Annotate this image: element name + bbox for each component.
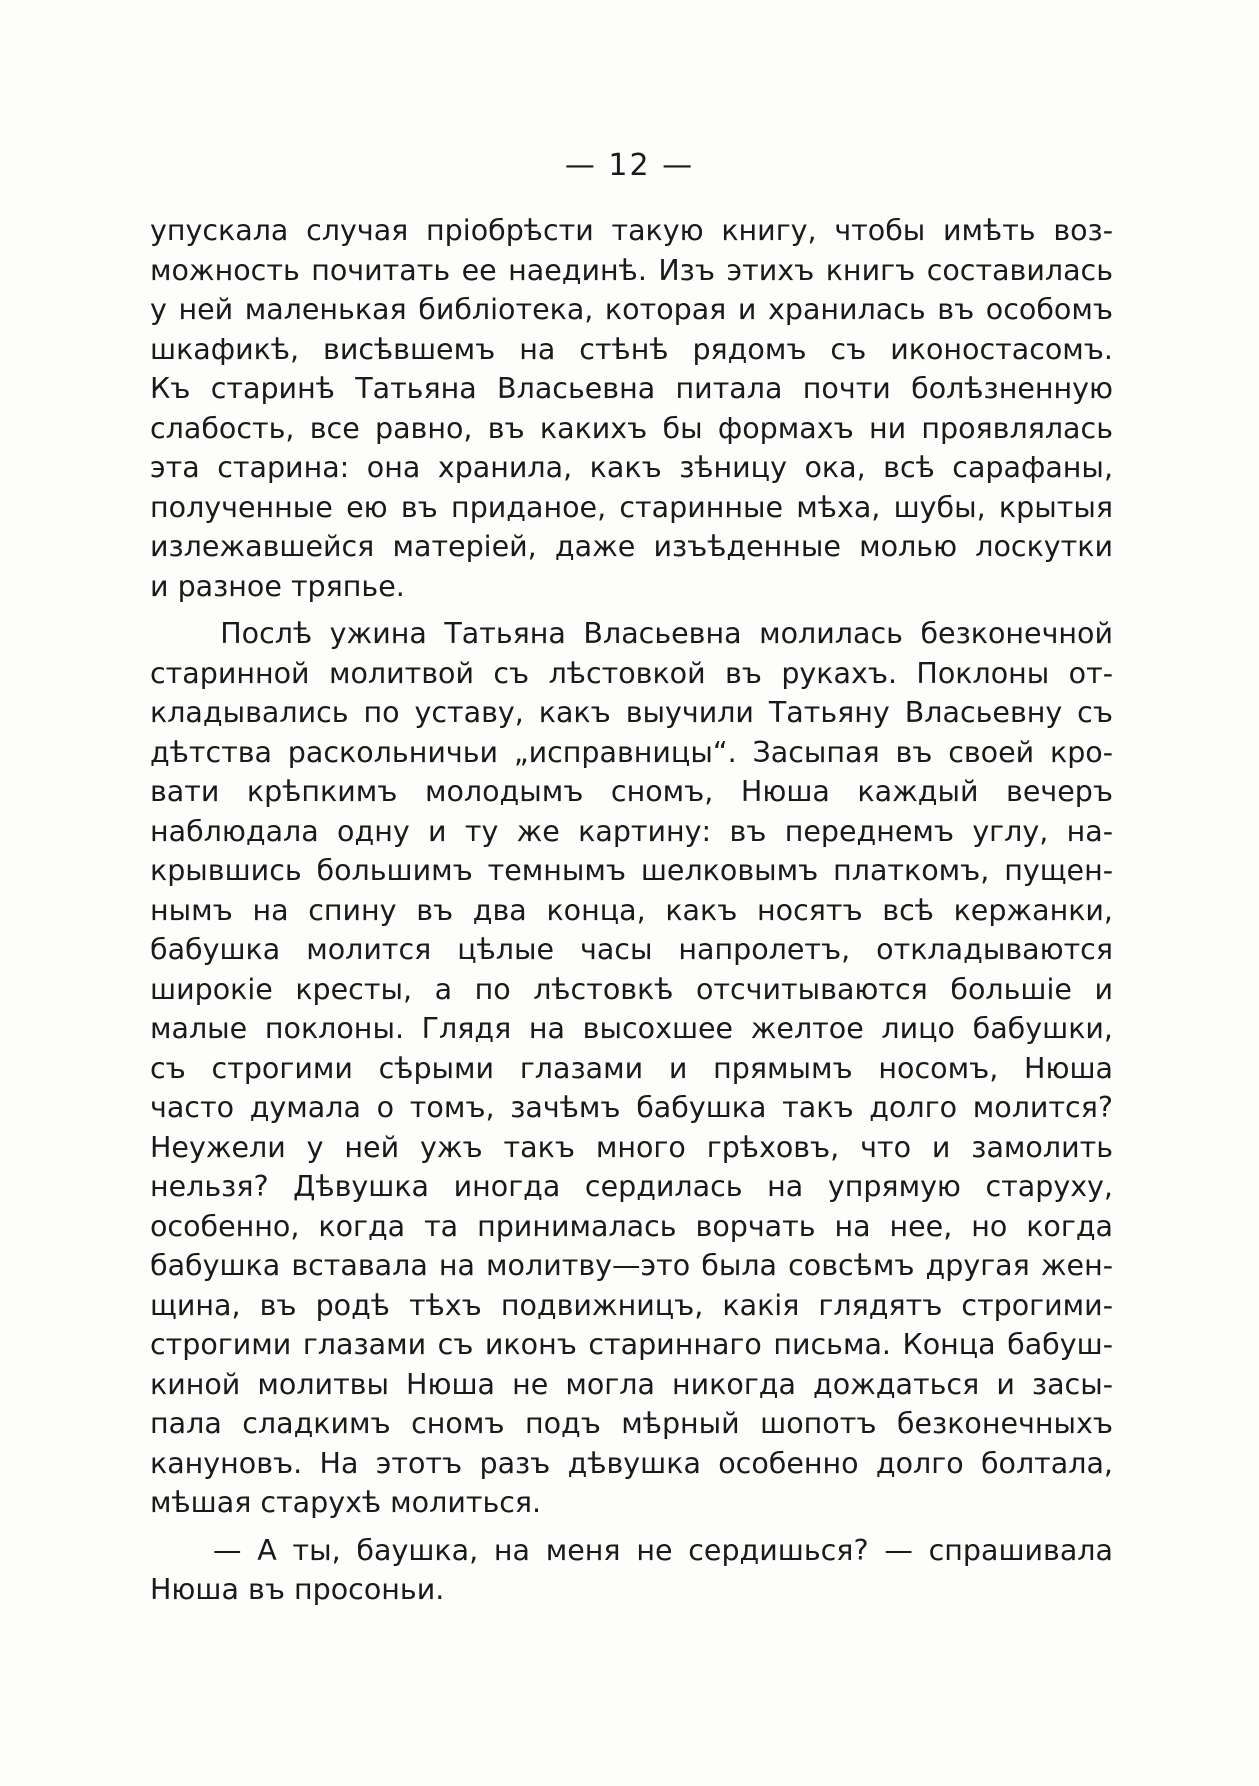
page-text (150, 211, 1113, 1610)
text-line: Послѣ ужина Татьяна Власьевна молилась безконечной (150, 617, 1113, 650)
text-line: малые поклоны. Глядя на высохшее желтое лицо бабушки, (150, 1012, 1113, 1045)
text-line: Нюша въ просоньи. (150, 1573, 445, 1606)
text-line: нельзя? Дѣвушка иногда сердилась на упрямую старуху, (150, 1170, 1113, 1203)
paragraph (150, 1531, 1113, 1610)
text-line: кладывались по уставу, какъ выучили Татьяну Власьевну съ (150, 696, 1113, 729)
text-line: можность почитать ее наединѣ. Изъ этихъ книгъ составилась (150, 253, 1113, 287)
text-line: эта старина: она хранила, какъ зѣницу ока, всѣ сарафаны, (150, 451, 1113, 484)
text-line: слабость, все равно, въ какихъ бы формахъ ни проявлялась (150, 411, 1113, 445)
text-line: — А ты, баушка, на меня не сердишься? — спрашивала (150, 1533, 1113, 1567)
text-line: нымъ на спину въ два конца, какъ носятъ всѣ кержанки, (150, 893, 1113, 927)
text-line: шкафикѣ, висѣвшемъ на стѣнѣ рядомъ съ иконостасомъ. (150, 332, 1113, 366)
text-line: широкіе кресты, а по лѣстовкѣ отсчитываются большіе и (150, 972, 1113, 1006)
text-line: особенно, когда та принималась ворчать на нее, но когда (150, 1209, 1113, 1243)
text-line: у ней маленькая библіотека, которая и хранилась въ особомъ (150, 293, 1113, 326)
text-line: старинной молитвой съ лѣстовкой въ рукахъ. Поклоны от- (150, 656, 1113, 690)
text-line: излежавшейся матеріей, даже изъѣденные молью лоскутки (150, 530, 1113, 563)
text-line: и разное тряпье. (150, 569, 405, 603)
text-line: наблюдала одну и ту же картину: въ переднемъ углу, на- (150, 814, 1113, 848)
text-line: мѣшая старухѣ молиться. (150, 1486, 542, 1519)
paragraph (150, 211, 1113, 606)
text-line: полученные ею въ приданое, старинные мѣха, шубы, крытыя (150, 490, 1113, 524)
text-line: Неужели у ней ужъ такъ много грѣховъ, что и замолить (150, 1130, 1113, 1164)
text-line: пала сладкимъ сномъ подъ мѣрный шопотъ безконечныхъ (150, 1407, 1113, 1440)
paragraph (150, 614, 1113, 1523)
text-line: щина, въ родѣ тѣхъ подвижницъ, какія глядятъ строгими- (150, 1288, 1113, 1322)
text-line: бабушка молится цѣлые часы напролетъ, откладываются (150, 933, 1113, 966)
page-number: — 12 — (564, 148, 695, 183)
text-line: кануновъ. На этотъ разъ дѣвушка особенно долго болтала, (150, 1446, 1113, 1480)
text-line: киной молитвы Нюша не могла никогда дождаться и засы- (150, 1367, 1113, 1401)
text-line: часто думала о томъ, зачѣмъ бабушка такъ долго молится? (150, 1091, 1113, 1124)
text-line: крывшись большимъ темнымъ шелковымъ платкомъ, пущен- (150, 854, 1113, 887)
text-line: Къ старинѣ Татьяна Власьевна питала почти болѣзненную (150, 372, 1113, 405)
text-line: строгими глазами съ иконъ стариннаго письма. Конца бабуш- (150, 1328, 1113, 1361)
text-line: бабушка вставала на молитву—это была совсѣмъ другая жен- (150, 1249, 1113, 1282)
text-line: съ строгими сѣрыми глазами и прямымъ носомъ, Нюша (150, 1051, 1113, 1085)
text-line: дѣтства раскольничьи „исправницы“. Засыпая въ своей кро- (150, 735, 1113, 769)
text-line: упускала случая пріобрѣсти такую книгу, чтобы имѣть воз- (150, 214, 1113, 247)
text-line: вати крѣпкимъ молодымъ сномъ, Нюша каждый вечеръ (150, 775, 1113, 808)
